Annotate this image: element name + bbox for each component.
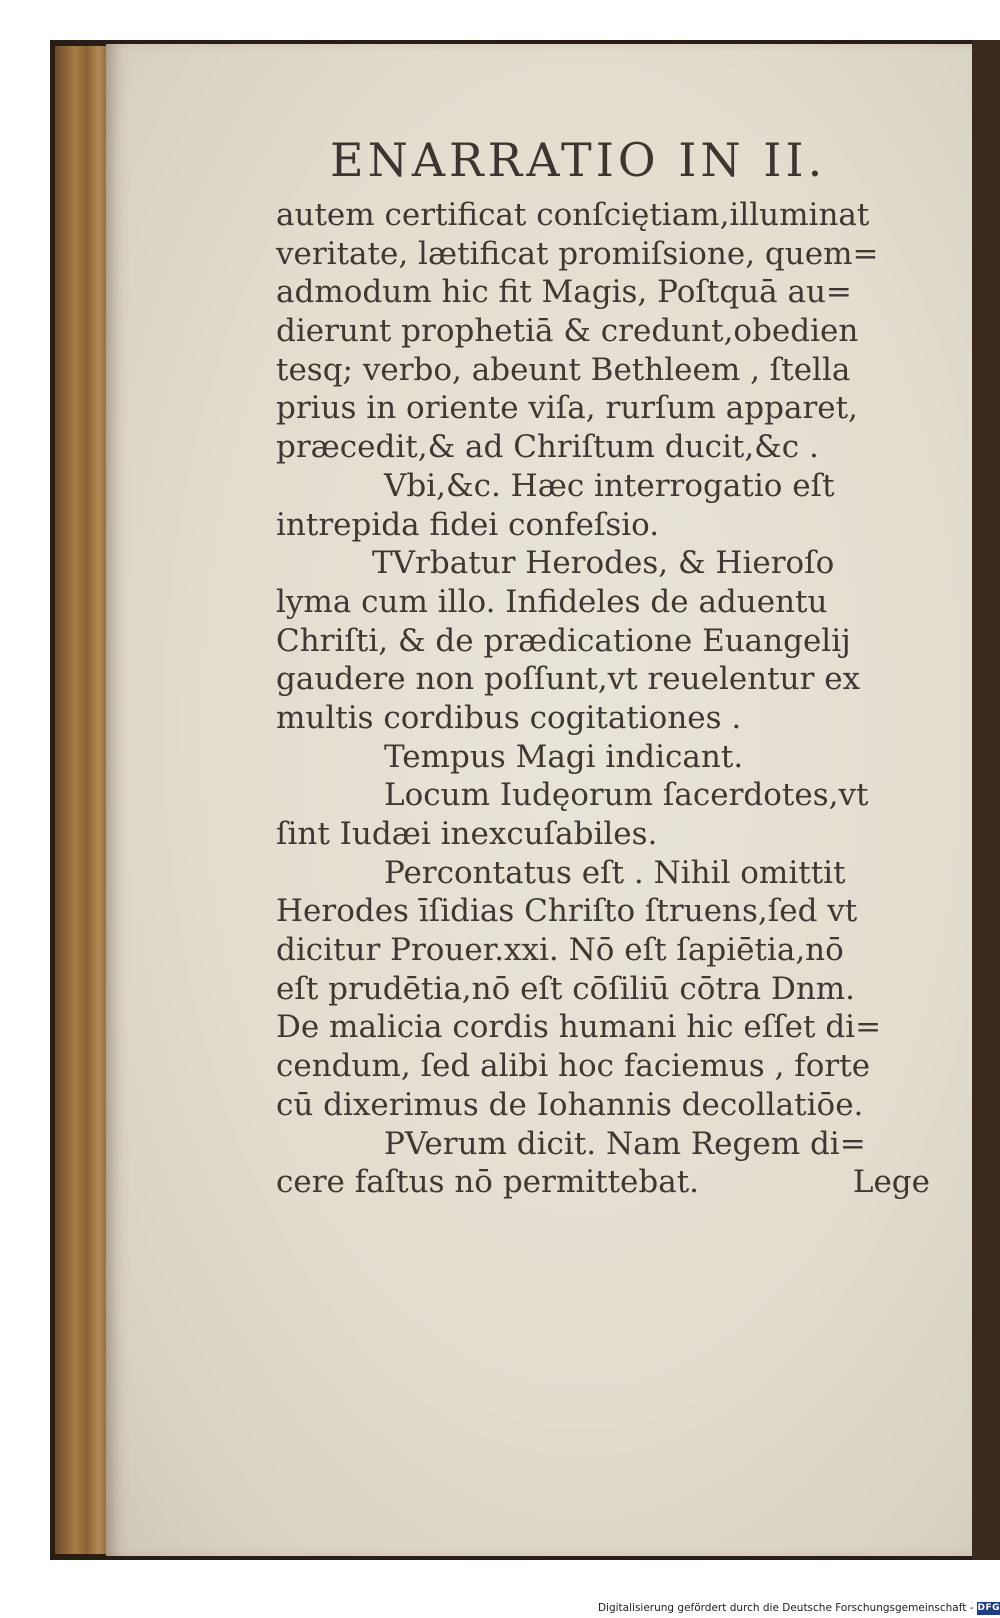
text-line: cū dixerimus de Iohannis decollatiōe. <box>276 1086 864 1123</box>
text-line: Vbi,&c. Hæc interrogatio eſt <box>384 467 835 504</box>
text-line: dierunt prophetiā & credunt,obedien <box>276 313 859 350</box>
book-edge-left <box>55 46 113 1554</box>
text-line: veritate, lætificat promiſsione, quem= <box>276 235 879 272</box>
text-line: TVrbatur Herodes, & Hieroſo <box>372 545 835 582</box>
text-line: tesq; verbo, abeunt Bethleem , ſtella <box>276 351 851 388</box>
running-head: ENARRATIO IN II. <box>330 133 827 187</box>
text-line-last <box>276 1163 936 1202</box>
text-line: dicitur Prouer.xxi. Nō eſt ſapiētia,nō <box>276 932 844 969</box>
dfg-logo: DFG <box>977 1603 1000 1613</box>
digitization-footer <box>597 1598 1000 1618</box>
text-line: prius in oriente viſa, rurſum apparet, <box>276 390 858 427</box>
text-line: Chriſti, & de prædicatione Euangelij <box>276 622 851 659</box>
text-line: Herodes īſidias Chriſto ſtruens,ſed vt <box>276 893 858 930</box>
text-line: Locum Iudęorum ſacerdotes,vt <box>384 777 869 814</box>
text-line: eſt prudētia,nō eſt cōſiliū cōtra Dnm. <box>276 970 856 1007</box>
text-line: ſint Iudæi inexcuſabiles. <box>276 816 658 852</box>
text-line: admodum hic fit Magis, Poſtquā au= <box>276 274 852 311</box>
text-line: cere faſtus nō permittebat. <box>276 1164 700 1201</box>
text-line: lyma cum illo. Infideles de aduentu <box>276 583 828 620</box>
text-line: multis cordibus cogitationes . <box>276 699 742 736</box>
text-line: intrepida fidei confeſsio. <box>276 506 660 543</box>
text-line: PVerum dicit. Nam Regem di= <box>384 1125 866 1162</box>
text-line: Tempus Magi indicant. <box>384 738 744 775</box>
text-line: gaudere non poſſunt,vt reuelentur ex <box>276 661 861 698</box>
body-text <box>276 196 936 1202</box>
text-line: præcedit,& ad Chriſtum ducit,&c . <box>276 429 819 466</box>
footer-credit: Digitalisierung gefördert durch die Deutsche Forschungsgemeinschaft - <box>597 1602 974 1614</box>
text-line: Percontatus eſt . Nihil omittit <box>384 854 846 891</box>
text-line: cendum, ſed alibi hoc faciemus , forte <box>276 1048 871 1085</box>
text-line: autem certificat conſciętiam,illuminat <box>276 197 870 233</box>
text-line: De malicia cordis humani hic eſſet di= <box>276 1009 882 1046</box>
catchword: Lege <box>852 1164 930 1201</box>
book-edge-right <box>972 40 1000 1560</box>
